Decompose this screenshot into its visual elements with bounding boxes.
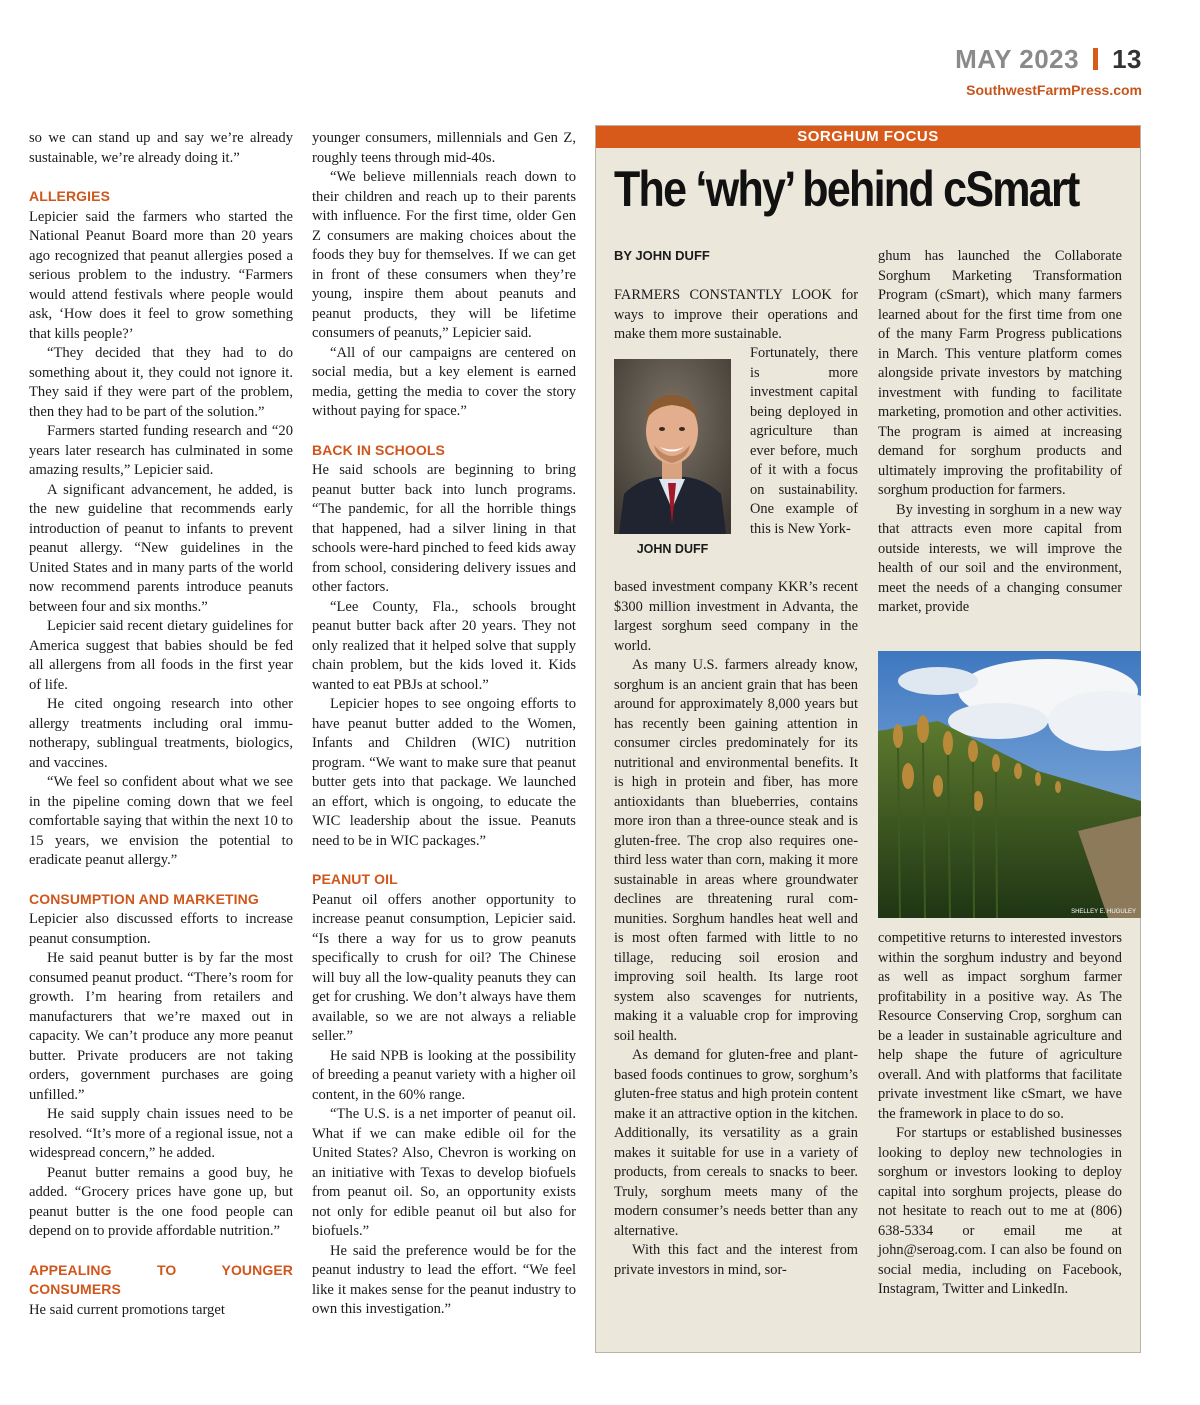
sorghum-field-photo xyxy=(878,651,1141,918)
paragraph: For startups or established businesses looking to deploy new technologies in sorghum or investors looking to deploy capital into sorghum projects, please do not hesitate to reach out to me at (806) 638-5334 or email me at john@seroag.com. I can also be found on social media, including on Facebook, Instagram, Twitter and LinkedIn. xyxy=(878,1125,1122,1297)
article-column-2 xyxy=(312,129,576,1320)
paragraph: Farmers started funding research and “20 years later research has culminated in some amazing results,” Lepicier said. xyxy=(29,423,293,478)
byline: BY JOHN DUFF xyxy=(614,248,710,263)
subhead-peanut-oil: PEANUT OIL xyxy=(312,871,398,887)
author-portrait xyxy=(614,359,731,534)
paragraph: As many U.S. farmers already know, sorghum is an ancient grain that has been around for approximately 8,000 years but has recently been gaining attention in consumer circles predominately for its nutritional and environmental benefits. It is high in protein and fiber, has more antioxidants than blueberries, contains more iron than a three-ounce steak and is gluten-free. The crop also requires one-third less water than corn, making it more sustainable in areas where groundwater declines are threatening rural communities. Sorghum handles heat well and is most often farmed with little to no tillage, reducing soil erosion and improving soil health. Its large root system also scavenges for nutrients, making it a valuable crop for improving soil health. xyxy=(614,657,858,1044)
article-column-1 xyxy=(29,129,293,1320)
paragraph: Peanut oil offers another opportunity to increase peanut consumption, Lepicier said. “Is there a way for us to grow peanuts specifically to crush for oil? The Chinese will buy all the low-quality peanuts they can get for crushing. We don’t always have them available, so we are not always a reliable seller.” xyxy=(312,891,576,1044)
sidebar-column-2-top xyxy=(878,247,1122,618)
paragraph: He said supply chain issues need to be resolved. “It’s more of a regional issue, not a widespread concern,” he added. xyxy=(29,1106,293,1161)
paragraph: He said schools are beginning to bring peanut butter back into lunch programs. “The pandemic, for all the horrible things that happened, had a silver lining in that schools were-hard pinched to feed kids away from school, considering delivery issues and other factors. xyxy=(312,462,576,595)
paragraph: “We feel so confident about what we see in the pipeline coming down that we feel comfortable saying that within the next 10 to 15 years, we envision the potential to eradicate peanut allergy.” xyxy=(29,774,293,868)
subhead-consumption: CONSUMPTION AND MARKETING xyxy=(29,890,259,907)
sidebar-column-1 xyxy=(614,578,858,1280)
paragraph: “They decided that they had to do something about it, they could not ignore it. They said if they were part of the problem, then they had to be part of the solution.” xyxy=(29,345,293,420)
paragraph: FARMERS CONSTANTLY LOOK for ways to improve their operations and make them more sustainable. xyxy=(614,287,858,342)
paragraph: Fortunately, there is more investment capital being deployed in agriculture than ever before, much of it with a focus on sustainability. One example of this is New York- xyxy=(750,345,858,537)
paragraph: He cited ongoing research into other allergy treatments including oral immunotherapy, sublingual treatments, biologics, and vaccines. xyxy=(29,696,293,771)
paragraph: He said NPB is looking at the possibility of breeding a peanut variety with a higher oil content, in the 60% range. xyxy=(312,1047,576,1103)
section-banner: SORGHUM FOCUS xyxy=(596,126,1140,148)
paragraph: As demand for gluten-free and plant-based foods continues to grow, sorghum’s gluten-free status and high protein content make it an attractive option in the kitchen. Additionally, its versatility as a grain makes it suitable for use in a variety of products, from cereals to snacks to beer. Truly, sorghum meets many of the modern consumer’s needs better than any alternative. xyxy=(614,1047,858,1239)
page-number: 13 xyxy=(1112,44,1142,74)
paragraph: He said current promotions target xyxy=(29,1301,225,1318)
sidebar-wrap-text xyxy=(750,344,858,539)
paragraph: A significant advancement, he added, is the new guideline that recommends early introduction of peanut to infants to prevent peanut allergy. “New guidelines in the United States and in many parts of the world now recommend parents introduce peanuts between four and six months.” xyxy=(29,481,293,615)
sidebar-headline: The ‘why’ behind cSmart xyxy=(614,161,1079,217)
paragraph: ghum has launched the Collaborate Sorghum Marketing Transformation Program (cSmart), which many farmers learned about for the first time from one of the many Farm Progress publications in March. This venture platform comes alongside private investors by matching investment with funding to facilitate marketing, promotion and other activities. The program is aimed at increasing demand for sorghum products and ultimately improving the profitability of sorghum production for farmers. xyxy=(878,248,1122,498)
paragraph: “The U.S. is a net importer of peanut oil. What if we can make edible oil for the United States? Also, Chevron is working on an initiative with Texas to develop biofuels from peanut oil. So, an opportunity exists not only for edible peanut oil but also for biofuels.” xyxy=(312,1106,576,1239)
photo-credit: SHELLEY E. HUGULEY xyxy=(1071,909,1136,915)
sidebar-column-2-bottom xyxy=(878,929,1122,1300)
paragraph: Peanut butter remains a good buy, he added. “Grocery prices have gone up, but peanut butter is the one food people can depend on to provide affordable nutrition.” xyxy=(29,1164,293,1239)
paragraph: “Lee County, Fla., schools brought peanut butter back after 20 years. They not only realized that it helped solve that supply chain problem, but the kids loved it. Kids wanted to eat PBJs at school.” xyxy=(312,598,576,693)
paragraph: younger consumers, millennials and Gen Z, roughly teens through mid-40s. xyxy=(312,130,576,166)
paragraph: By investing in sorghum in a new way that attracts even more capital from outside interests, we will improve the health of our soil and the environment, meet the needs of a changing consumer market, provide xyxy=(878,501,1122,615)
sidebar-intro xyxy=(614,286,858,345)
paragraph: Lepicier said the farmers who started the National Peanut Board more than 20 years ago recognized that peanut allergies posed a serious problem to the industry. “Farmers would attend festivals where people would ask, ‘How does it feel to grow something that kills people?’ xyxy=(29,208,293,342)
subhead-allergies: ALLERGIES xyxy=(29,188,111,204)
paragraph: Lepicier also discussed efforts to increase peanut consumption. xyxy=(29,911,293,947)
paragraph: He said peanut butter is by far the most consumed peanut product. “There’s room for growth. I’m hearing from retailers and manufacturers that we’re maxed out in capacity. We can’t produce any more peanut butter. Private producers are not taking orders, government purchases are going unfilled.” xyxy=(29,950,293,1103)
issue-header xyxy=(955,44,1142,75)
paragraph: Lepicier said recent dietary guidelines for America suggest that babies should be fed all allergens from all foods in the first year of life. xyxy=(29,618,293,693)
paragraph: so we can stand up and say we’re already sustainable, we’re already doing it.” xyxy=(29,130,293,166)
header-separator xyxy=(1093,48,1098,70)
paragraph: With this fact and the interest from private investors in mind, sor- xyxy=(614,1242,858,1278)
paragraph: Lepicier hopes to see ongoing efforts to have peanut butter added to the Women, Infants and Children (WIC) nutrition program. “We want to make sure that peanut butter gets into that package. We launched an effort, which is ongoing, to educate the WIC leadership about the issue. Peanuts need to be in WIC packages.” xyxy=(312,696,576,849)
paragraph: competitive returns to interested investors within the sorghum industry and beyond as well as impact sorghum farmer profitability in a positive way. As The Resource Conserving Crop, sorghum can be a leader in sustainable agriculture and help shape the future of agriculture overall. And with platforms that facilitate private investment like cSmart, we have the framework in place to do so. xyxy=(878,930,1122,1122)
issue-date: MAY 2023 xyxy=(955,44,1080,74)
subhead-younger-consumers: APPEALING TO YOUNGER CONSUMERS xyxy=(29,1261,293,1297)
field-image xyxy=(878,651,1141,918)
portrait-caption: JOHN DUFF xyxy=(636,542,709,556)
paragraph: “All of our campaigns are centered on social media, but a key element is earned media, getting the media to cover the story without paying for space.” xyxy=(312,344,576,419)
paragraph: based investment company KKR’s recent $300 million investment in Advanta, the largest sorghum seed company in the world. xyxy=(614,579,858,654)
paragraph: He said the preference would be for the peanut industry to lead the effort. “We feel like it makes sense for the peanut industry to own this investigation.” xyxy=(312,1242,576,1317)
portrait-image xyxy=(614,359,731,534)
subhead-back-in-schools: BACK IN SCHOOLS xyxy=(312,441,445,458)
website-link[interactable]: SouthwestFarmPress.com xyxy=(966,82,1142,98)
paragraph: “We believe millennials reach down to their children and reach up to their parents with influence. For the first time, older Gen Z consumers are making choices about the foods they buy for themselves. If we can get in front of these consumers when they’re young, inspire them about peanuts and peanut products, they will be lifetime consumers of peanuts,” Lepicier said. xyxy=(312,169,576,341)
